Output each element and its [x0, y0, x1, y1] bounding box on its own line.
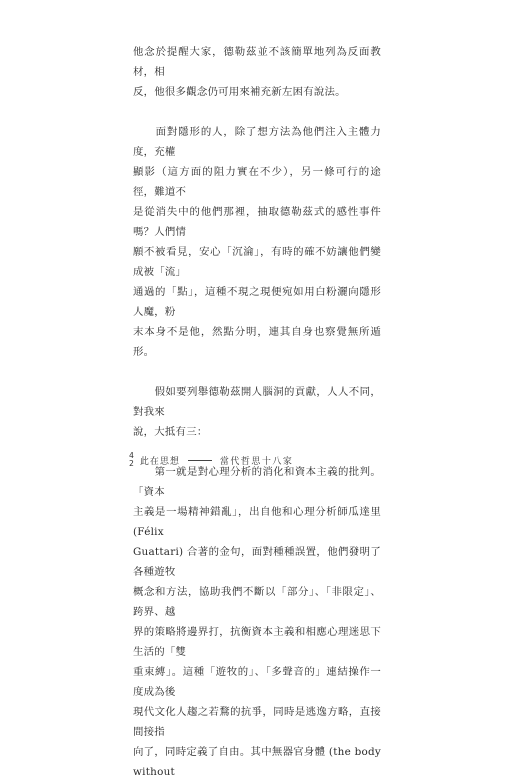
paragraph-3: 假如要列舉德勒茲開人腦洞的貢獻，人人不同，對我來 說，大抵有三：: [133, 386, 381, 438]
running-title: 此在思想: [139, 456, 180, 467]
paragraph-4: 第一就是對心理分析的消化和資本主義的批判。「資本 主義是一場精神錯亂」，出自他和心理分析師瓜達里 (Félix Guattari) 合著的金句，面對種種誤置，他們發明了各種遊牧 概念和方法，協助我們不斷以「部分」、「非限定」、跨界、越 界的策略將邊界打，抗衡資本主義和相應心理迷思下生活的「雙 重束縛」。這種「遊牧的」、「多聲音的」連結操作一度成為後 現代文化人趨之若鶩的抗爭，同時是逃逸方略，直接間接指 向了，同時定義了自由。其中無器官身體 (the body without: [133, 466, 381, 778]
body-text: [133, 42, 381, 782]
page-number-bottom: 2: [129, 459, 134, 468]
paragraph-2: 面對隱形的人，除了想方法為他們注入主體力度，充權 顯影（這方面的阻力實在不少），另一條可行的途徑，難道不 是從消失中的他們那裡，抽取德勒茲式的感性事件嗎？人們情 願不被看見，安心「沉淪」，有時的確不妨讓他們變成被「流」 通過的「點」，這種不現之現便宛如用白粉灑向隱形人魔，粉 末本身不是他，然點分明，連其自身也察覺無所遁形。: [133, 126, 381, 358]
page-footer: [129, 452, 293, 468]
paragraph-1: 他念於提醒大家，德勒茲並不該簡單地列為反面教材，相 反，他很多觀念仍可用來補充新左困有說法。: [133, 46, 381, 98]
page-number: [129, 452, 134, 468]
title-dash: [188, 460, 212, 461]
running-subtitle: 當代哲思十八家: [219, 456, 294, 467]
page-number-top: 4: [129, 451, 134, 460]
